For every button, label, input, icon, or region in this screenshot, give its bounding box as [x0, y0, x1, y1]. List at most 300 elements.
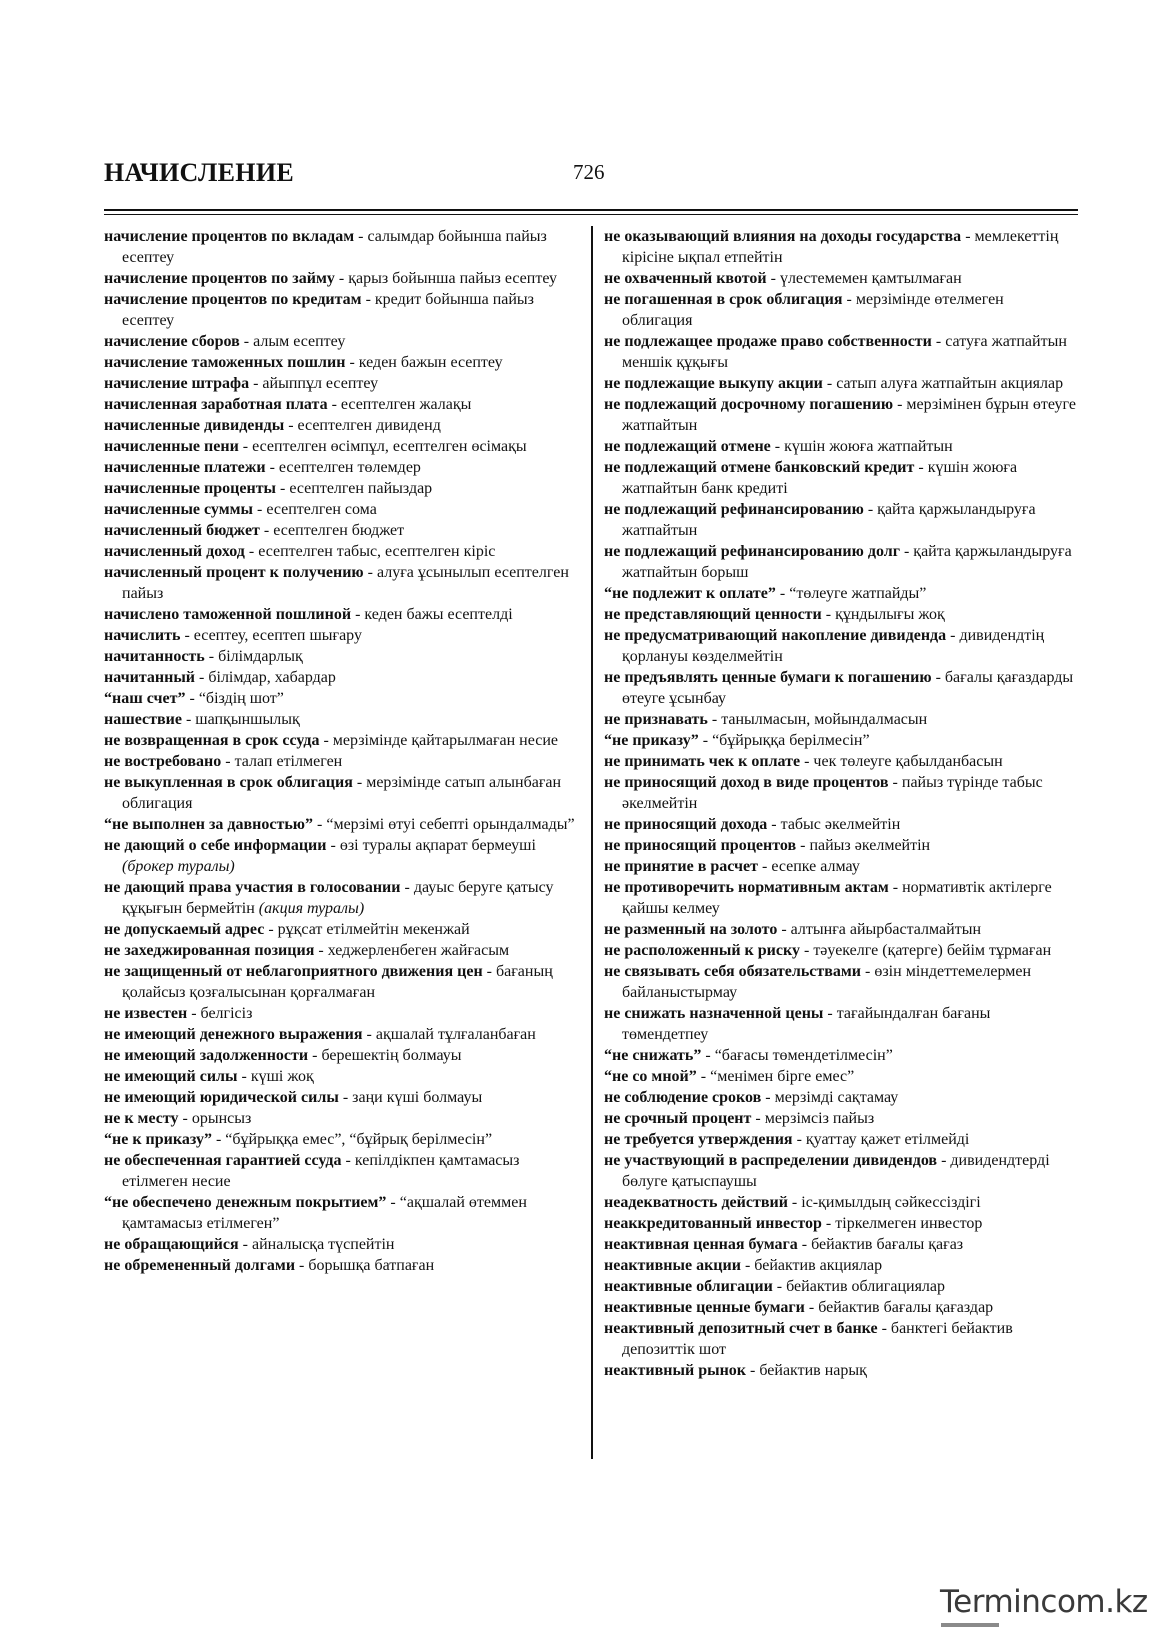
entry-definition: үлестемемен қамтылмаған [779, 270, 962, 287]
entry-definition: “бұйрыққа берілмесін” [712, 732, 870, 749]
dictionary-entry [604, 814, 1078, 835]
dictionary-entry [604, 541, 1078, 583]
entry-definition: мерзімсіз пайыз [764, 1110, 875, 1127]
dictionary-entry [104, 541, 580, 562]
entry-definition: “бағасы төмендетілмесін” [714, 1047, 893, 1064]
entry-definition: танылмасын, мойындалмасын [721, 711, 928, 728]
entry-term: не допускаемый адрес [104, 921, 265, 938]
entry-definition: заңи күші болмауы [352, 1089, 483, 1106]
entry-term: начисленный процент к получению [104, 564, 364, 581]
entry-term: не охваченный квотой [604, 270, 767, 287]
entry-term: начислить [104, 627, 181, 644]
entry-separator: - [204, 648, 219, 665]
dictionary-entry [604, 1108, 1078, 1129]
entry-definition: күшін жоюға жатпайтын банк кредиті [622, 459, 1018, 497]
dictionary-entry [104, 1087, 580, 1108]
entry-separator: - [766, 270, 780, 287]
dictionary-entry [604, 1255, 1078, 1276]
dictionary-entry [104, 436, 580, 457]
dictionary-entry [604, 1087, 1078, 1108]
entry-term: нашествие [104, 711, 182, 728]
entry-definition: бағаның қолайсыз қозғалысынан қорғалмаған [122, 963, 553, 1001]
dictionary-entry [604, 499, 1078, 541]
entry-definition: хеджерленбеген жайғасым [327, 942, 510, 959]
entry-term: неактивные ценные бумаги [604, 1299, 805, 1316]
entry-definition: есептелген өсімпұл, есептелген өсімақы [252, 438, 527, 455]
dictionary-entry [104, 751, 580, 772]
entry-definition: тәуекелге (қатерге) бейім тұрмаған [813, 942, 1052, 959]
entry-separator: - [363, 564, 377, 581]
entry-separator: - [758, 858, 772, 875]
entry-definition: есептелген жалақы [340, 396, 472, 413]
entry-separator: - [822, 375, 837, 392]
entry-definition: “біздің шот” [198, 690, 284, 707]
entry-separator: - [770, 438, 785, 455]
dictionary-entry [604, 730, 1078, 751]
entry-separator: - [787, 1194, 802, 1211]
entry-definition: білімдарлық [218, 648, 303, 665]
entry-term: не востребовано [104, 753, 222, 770]
dictionary-entry [604, 226, 1078, 268]
dictionary-entry [604, 289, 1078, 331]
page-number: 726 [573, 160, 605, 184]
dictionary-entry [604, 394, 1078, 436]
entry-term: не дающий о себе информации [104, 837, 327, 854]
entry-definition: қарыз бойынша пайыз есептеу [348, 270, 558, 287]
entry-separator: - [701, 1047, 715, 1064]
entry-term: не предусматривающий накопление дивиденда [604, 627, 947, 644]
entry-separator: - [821, 606, 836, 623]
dictionary-entry [104, 772, 580, 814]
dictionary-entry [104, 709, 580, 730]
entry-separator: - [351, 606, 365, 623]
entry-separator: - [696, 1068, 711, 1085]
entry-separator: - [888, 879, 903, 896]
dictionary-entry [104, 415, 580, 436]
entry-term: начисление сборов [104, 333, 240, 350]
entry-separator: - [264, 921, 278, 938]
entry-definition: талап етілмеген [234, 753, 343, 770]
entry-separator: - [772, 1278, 787, 1295]
dictionary-entry [604, 583, 1078, 604]
entry-definition: мерзімінде қайтарылмаған несие [332, 732, 558, 749]
entry-definition: бейактив облигациялар [786, 1278, 946, 1295]
dictionary-entry [604, 436, 1078, 457]
entry-separator: - [345, 354, 359, 371]
dictionary-entry [104, 226, 580, 268]
entry-term: неадекватность действий [604, 1194, 788, 1211]
entry-definition: мерзімді сақтамау [774, 1089, 899, 1106]
entry-separator: - [362, 1026, 376, 1043]
dictionary-entry [104, 478, 580, 499]
entry-separator: - [804, 1299, 819, 1316]
entry-term: не имеющий юридической силы [104, 1089, 339, 1106]
dictionary-entry [604, 856, 1078, 877]
entry-term: не приносящий доход в виде процентов [604, 774, 889, 791]
dictionary-entry [604, 268, 1078, 289]
entry-separator: - [893, 396, 907, 413]
entry-definition: мемлекеттің кірісіне ықпал етпейтін [622, 228, 1059, 266]
entry-separator: - [931, 333, 946, 350]
entry-term: не приносящий дохода [604, 816, 768, 833]
dictionary-entry [104, 877, 580, 919]
entry-term: не выкупленная в срок облигация [104, 774, 353, 791]
entry-separator: - [400, 879, 414, 896]
entry-definition: дивидендтерді бөлуге қатыспаушы [622, 1152, 1050, 1190]
dictionary-entry [604, 457, 1078, 499]
entry-definition: чек төлеуге қабылданбасын [813, 753, 1003, 770]
entry-separator: - [863, 501, 878, 518]
dictionary-entry [104, 940, 580, 961]
entry-term: не оказывающий влияния на доходы государства [604, 228, 962, 245]
entry-definition: дауыс беруге қатысу құқығын бермейтін [122, 879, 554, 917]
entry-separator: - [319, 732, 333, 749]
entry-term: не дающий права участия в голосовании [104, 879, 401, 896]
entry-definition: мерзімінде сатып алынбаған облигация [122, 774, 562, 812]
entry-separator: - [361, 291, 375, 308]
logo-underline [941, 1623, 999, 1627]
entry-separator: - [888, 774, 902, 791]
entry-separator: - [237, 1068, 251, 1085]
entry-term: “не к приказу” [104, 1131, 212, 1148]
entry-term: не имеющий силы [104, 1068, 238, 1085]
entry-definition: “мерзімі өтуі себепті орындалмады” [326, 816, 575, 833]
entry-term: не подлежащий рефинансированию [604, 501, 864, 518]
dictionary-entry [104, 1129, 580, 1150]
entry-separator: - [265, 459, 279, 476]
entry-separator: - [800, 753, 814, 770]
entry-term: неактивный депозитный счет в банке [604, 1320, 878, 1337]
entry-term: не представляющий ценности [604, 606, 822, 623]
dictionary-entry [604, 877, 1078, 919]
entry-term: начитанность [104, 648, 205, 665]
entry-term: начисление процентов по кредитам [104, 291, 362, 308]
entry-definition: дивидендтің қорлануы көзделмейтін [622, 627, 1045, 665]
termincom-logo [940, 1584, 1148, 1628]
entry-term: не к месту [104, 1110, 179, 1127]
dictionary-entry [604, 1045, 1078, 1066]
entry-separator: - [767, 816, 781, 833]
entry-note: (акция туралы) [258, 900, 365, 917]
entry-separator: - [334, 270, 349, 287]
entry-separator: - [799, 942, 814, 959]
dictionary-entry [604, 667, 1078, 709]
page-header [104, 158, 1078, 192]
entry-term: не захеджированная позиция [104, 942, 315, 959]
entry-term: не связывать себя обязательствами [604, 963, 862, 980]
entry-separator: - [777, 921, 791, 938]
entry-definition: бағалы қағаздарды өтеуге ұсынбау [622, 669, 1074, 707]
entry-term: начисленная заработная плата [104, 396, 328, 413]
entry-term: “наш счет” [104, 690, 186, 707]
entry-term: “не со мной” [604, 1068, 697, 1085]
entry-separator: - [276, 480, 290, 497]
dictionary-entry [604, 373, 1078, 394]
dictionary-entry [604, 625, 1078, 667]
entry-term: не приносящий процентов [604, 837, 797, 854]
entry-separator: - [185, 690, 199, 707]
entry-term: не соблюдение сроков [604, 1089, 762, 1106]
entry-definition: айналысқа түспейтін [251, 1236, 395, 1253]
entry-separator: - [823, 1005, 837, 1022]
entry-definition: “менімен бірге емес” [710, 1068, 855, 1085]
dictionary-entry [604, 1192, 1078, 1213]
entry-term: не известен [104, 1005, 188, 1022]
entry-term: не подлежащий рефинансированию долг [604, 543, 900, 560]
entry-separator: - [284, 417, 298, 434]
entry-definition: бейактив акциялар [754, 1257, 883, 1274]
dictionary-entry [604, 961, 1078, 1003]
dictionary-entry [604, 1318, 1078, 1360]
dictionary-entry [104, 352, 580, 373]
entry-term: начисленные пени [104, 438, 239, 455]
entry-separator: - [195, 669, 209, 686]
entry-term: неактивные акции [604, 1257, 741, 1274]
entry-definition: айыппұл есептеу [262, 375, 379, 392]
entry-separator: - [482, 963, 496, 980]
dictionary-entry [104, 1150, 580, 1192]
entry-separator: - [761, 1089, 775, 1106]
entry-separator: - [313, 816, 327, 833]
entry-definition: мерзімінде өтелмеген облигация [622, 291, 1004, 329]
entry-separator: - [797, 1236, 812, 1253]
entry-separator: - [796, 837, 810, 854]
entry-note: (брокер туралы) [122, 858, 235, 875]
entry-separator: - [187, 1005, 201, 1022]
entry-term: неактивная ценная бумага [604, 1236, 798, 1253]
entry-definition: қайта қаржыландыруға жатпайтын борыш [622, 543, 1072, 581]
dictionary-entry [104, 835, 580, 877]
dictionary-entry [104, 919, 580, 940]
entry-definition: есептелген дивиденд [297, 417, 441, 434]
entry-term: начисление таможенных пошлин [104, 354, 346, 371]
dictionary-entry [104, 646, 580, 667]
entry-term: не принятие в расчет [604, 858, 759, 875]
entry-separator: - [746, 1362, 760, 1379]
entry-separator: - [899, 543, 914, 560]
entry-term: “не подлежит к оплате” [604, 585, 776, 602]
entry-definition: есептеу, есептеп шығару [193, 627, 362, 644]
entry-term: начисление процентов по вкладам [104, 228, 355, 245]
entry-term: неактивный рынок [604, 1362, 747, 1379]
entry-term: не предъявлять ценные бумаги к погашению [604, 669, 932, 686]
entry-separator: - [792, 1131, 806, 1148]
entry-term: не возвращенная в срок ссуда [104, 732, 320, 749]
entry-definition: кепілдікпен қамтамасыз етілмеген несие [122, 1152, 520, 1190]
entry-definition: өзі туралы ақпарат бермеуші [339, 837, 536, 854]
entry-separator: - [238, 438, 253, 455]
dictionary-entry [104, 499, 580, 520]
dictionary-entry [104, 667, 580, 688]
dictionary-entry [104, 1003, 580, 1024]
entry-term: не защищенный от неблагоприятного движения цен [104, 963, 483, 980]
entry-separator: - [314, 942, 328, 959]
entry-definition: шапқыншылық [195, 711, 300, 728]
entry-term: неактивные облигации [604, 1278, 773, 1295]
dictionary-entry [104, 562, 580, 604]
entry-term: не требуется утверждения [604, 1131, 793, 1148]
entry-separator: - [821, 1215, 836, 1232]
entry-definition: “төлеуге жатпайды” [789, 585, 927, 602]
entry-definition: ақшалай тұлғаланбаған [375, 1026, 536, 1043]
entry-separator: - [181, 711, 196, 728]
entry-definition: берешектің болмауы [321, 1047, 462, 1064]
dictionary-entry [604, 1066, 1078, 1087]
entry-term: начисленные платежи [104, 459, 266, 476]
dictionary-entry [604, 1276, 1078, 1297]
entry-definition: алуға ұсынылып есептелген пайыз [122, 564, 569, 602]
entry-separator: - [931, 669, 945, 686]
dictionary-entry [604, 835, 1078, 856]
entry-term: не погашенная в срок облигация [604, 291, 843, 308]
dictionary-entry [604, 772, 1078, 814]
dictionary-entry [104, 1045, 580, 1066]
dictionary-entry [604, 1129, 1078, 1150]
entry-separator: - [327, 396, 341, 413]
dictionary-entry [604, 940, 1078, 961]
entry-separator: - [326, 837, 340, 854]
dictionary-entry [104, 961, 580, 1003]
entry-separator: - [253, 501, 267, 518]
dictionary-entry [104, 394, 580, 415]
entry-definition: сатуға жатпайтын меншік құқығы [622, 333, 1067, 371]
entry-definition: сатып алуға жатпайтын акциялар [836, 375, 1064, 392]
entry-separator: - [842, 291, 856, 308]
dictionary-entry [104, 1024, 580, 1045]
entry-definition: кеден бажы есептелді [364, 606, 513, 623]
entry-definition: күші жоқ [250, 1068, 314, 1085]
entry-term: “не обеспечено денежным покрытием” [104, 1194, 387, 1211]
entry-term: неаккредитованный инвестор [604, 1215, 822, 1232]
dictionary-entry [104, 289, 580, 331]
entry-term: не расположенный к риску [604, 942, 800, 959]
header-rule-thin [104, 214, 1078, 215]
header-rule-thick [104, 209, 1078, 211]
entry-term: начисленный доход [104, 543, 245, 560]
dictionary-entry [104, 373, 580, 394]
entry-separator: - [295, 1257, 309, 1274]
dictionary-entry [604, 751, 1078, 772]
entry-term: не обращающийся [104, 1236, 239, 1253]
dictionary-entry [604, 709, 1078, 730]
entry-separator: - [352, 774, 367, 791]
entry-separator: - [707, 711, 722, 728]
entry-term: начисленный бюджет [104, 522, 260, 539]
entry-separator: - [259, 522, 274, 539]
dictionary-entry [104, 730, 580, 751]
entry-term: не разменный на золото [604, 921, 778, 938]
entry-term: не подлежащий отмене банковский кредит [604, 459, 915, 476]
entry-definition: тағайындалған бағаны төмендетпеу [622, 1005, 991, 1043]
entry-separator: - [937, 1152, 951, 1169]
entry-definition: күшін жоюға жатпайтын [784, 438, 953, 455]
entry-definition: есептелген сома [266, 501, 377, 518]
entry-separator: - [914, 459, 928, 476]
entry-term: не подлежащий отмене [604, 438, 771, 455]
entry-term: не обремененный долгами [104, 1257, 296, 1274]
entry-definition: бейактив бағалы қағаздар [818, 1299, 994, 1316]
entry-definition: қайта қаржыландыруға жатпайтын [622, 501, 1036, 539]
entry-separator: - [238, 1236, 252, 1253]
entry-term: не признавать [604, 711, 708, 728]
entry-separator: - [775, 585, 790, 602]
entry-definition: құндылығы жоқ [835, 606, 945, 623]
entry-definition: “бұйрыққа емес”, “бұйрық берілмесін” [225, 1131, 493, 1148]
entry-definition: есептелген төлемдер [278, 459, 421, 476]
entry-term: “не снижать” [604, 1047, 702, 1064]
entry-separator: - [211, 1131, 226, 1148]
dictionary-entry [104, 1108, 580, 1129]
entry-separator: - [877, 1320, 891, 1337]
entry-definition: өзін міндеттемелермен байланыстырмау [622, 963, 1032, 1001]
entry-term: не обеспеченная гарантией ссуда [104, 1152, 342, 1169]
dictionary-entry [104, 268, 580, 289]
dictionary-entry [604, 1003, 1078, 1045]
entry-definition: кредит бойынша пайыз есептеу [122, 291, 534, 329]
entry-term: не противоречить нормативным актам [604, 879, 889, 896]
dictionary-entry [104, 1255, 580, 1276]
entry-separator: - [338, 1089, 353, 1106]
entry-definition: пайыз әкелмейтін [809, 837, 931, 854]
entry-definition: алым есептеу [253, 333, 346, 350]
entry-separator: - [698, 732, 713, 749]
entry-definition: салымдар бойынша пайыз есептеу [122, 228, 547, 266]
entry-term: не участвующий в распределении дивидендов [604, 1152, 938, 1169]
running-head-title: НАЧИСЛЕНИЕ [104, 158, 294, 187]
entry-term: начисление процентов по займу [104, 270, 335, 287]
dictionary-entry [604, 1213, 1078, 1234]
dictionary-entry [604, 1234, 1078, 1255]
entry-term: не срочный процент [604, 1110, 752, 1127]
entry-term: не имеющий денежного выражения [104, 1026, 363, 1043]
entry-separator: - [751, 1110, 765, 1127]
dictionary-entry [104, 625, 580, 646]
entry-definition: тіркелмеген инвестор [835, 1215, 983, 1232]
entry-definition: есептелген пайыздар [289, 480, 433, 497]
entry-definition: білімдар, хабардар [208, 669, 336, 686]
entry-definition: бейактив нарық [759, 1362, 867, 1379]
dictionary-entry [104, 1192, 580, 1234]
left-column [104, 226, 580, 1276]
entry-definition: пайыз түрінде табыс әкелмейтін [622, 774, 1043, 812]
entry-separator: - [341, 1152, 355, 1169]
entry-term: начисленные проценты [104, 480, 277, 497]
entry-term: “не приказу” [604, 732, 699, 749]
entry-term: начитанный [104, 669, 196, 686]
entry-separator: - [249, 375, 263, 392]
dictionary-entry [604, 331, 1078, 373]
entry-separator: - [178, 1110, 192, 1127]
dictionary-entry [104, 457, 580, 478]
entry-definition: табыс әкелмейтін [780, 816, 901, 833]
entry-separator: - [354, 228, 368, 245]
entry-separator: - [221, 753, 235, 770]
entry-separator: - [861, 963, 875, 980]
dictionary-entry [604, 604, 1078, 625]
entry-term: начисленные суммы [104, 501, 253, 518]
entry-term: начислено таможенной пошлиной [104, 606, 352, 623]
entry-term: “не выполнен за давностью” [104, 816, 314, 833]
entry-definition: нормативтік актілерге қайшы келмеу [622, 879, 1052, 917]
entry-separator: - [740, 1257, 755, 1274]
entry-definition: есептелген табыс, есептелген кіріс [258, 543, 496, 560]
dictionary-entry [604, 919, 1078, 940]
entry-definition: есептелген бюджет [273, 522, 405, 539]
entry-definition: орынсыз [191, 1110, 252, 1127]
entry-separator: - [308, 1047, 322, 1064]
entry-definition: мерзімінен бұрын өтеуге жатпайтын [622, 396, 1076, 434]
entry-term: не имеющий задолженности [104, 1047, 309, 1064]
